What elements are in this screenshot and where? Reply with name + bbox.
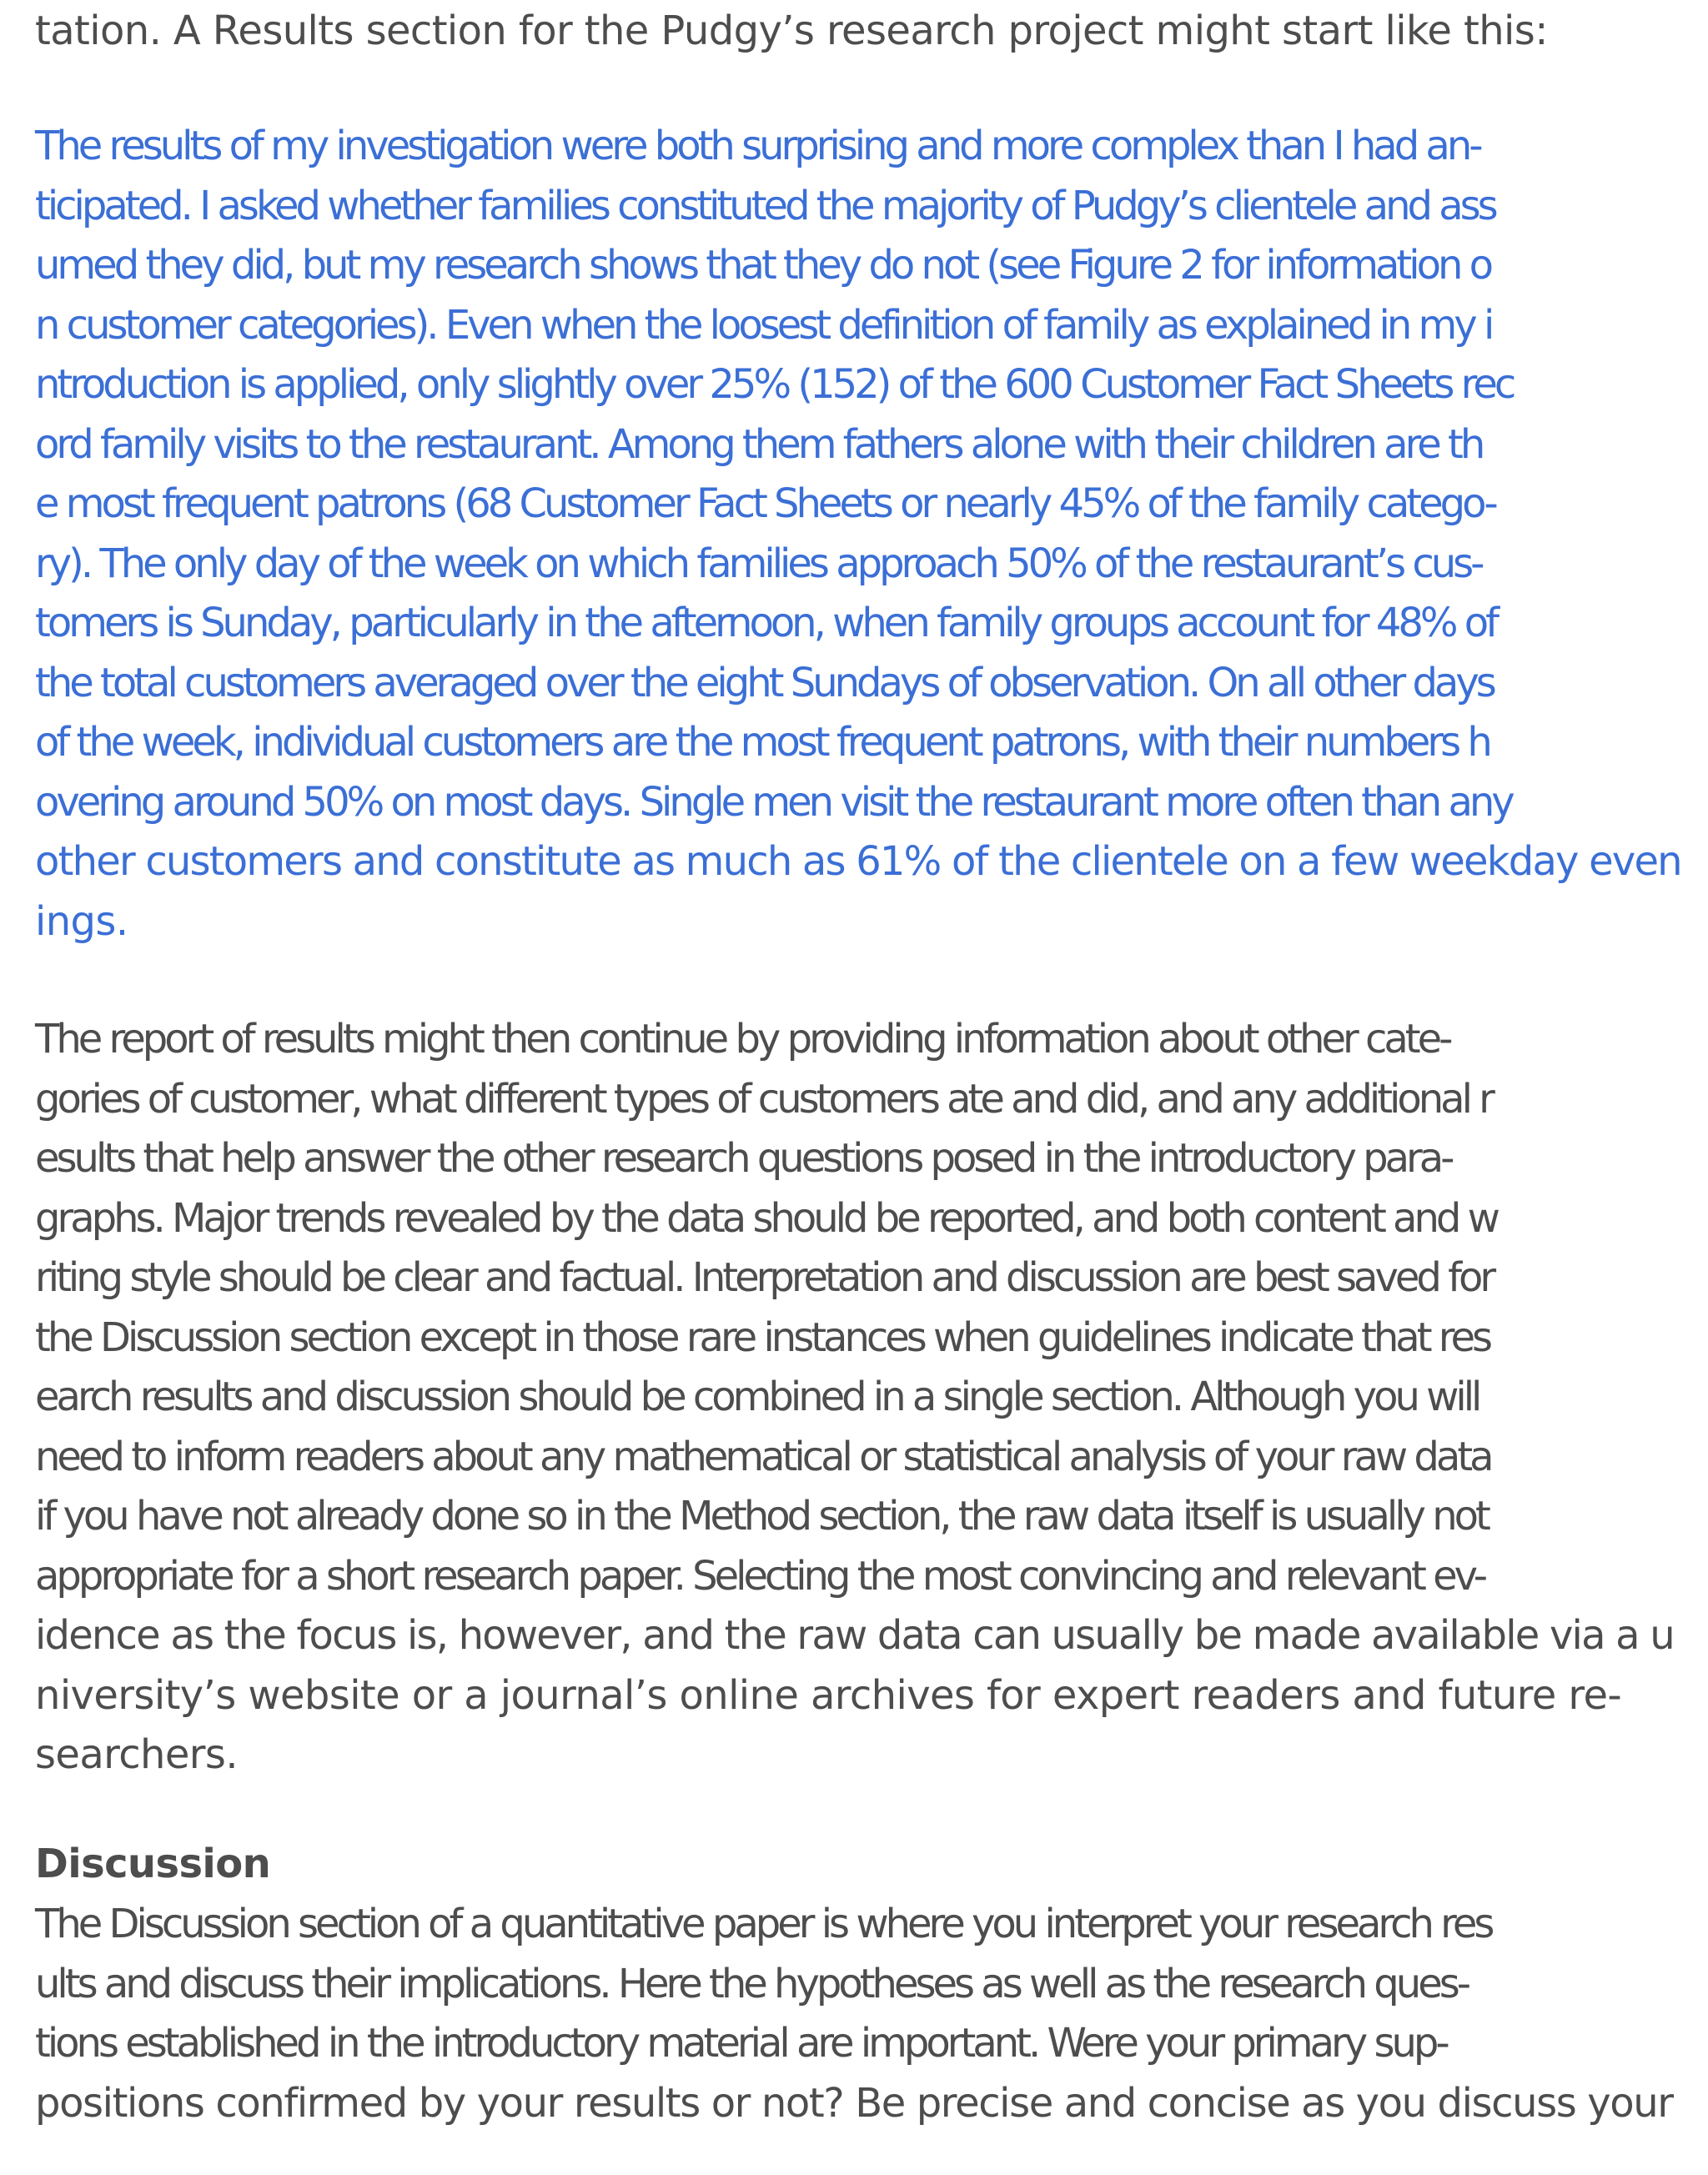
report-line: if you have not already done so in the Method section, the raw data itself is usually not xyxy=(35,1493,1488,1540)
intro-line: tation. A Results section for the Pudgy’s research project might start like this: xyxy=(35,8,1548,54)
intro-paragraph xyxy=(35,2,1548,62)
discussion-line: ults and discuss their implications. Here the hypotheses as well as the research ques- xyxy=(35,1960,1469,2007)
discussion-line: The Discussion section of a quantitative paper is where you interpret your research res xyxy=(35,1901,1492,1947)
report-line: riting style should be clear and factual. Interpretation and discussion are best saved for xyxy=(35,1254,1494,1301)
report-line: the Discussion section except in those rare instances when guidelines indicate that res xyxy=(35,1314,1489,1361)
report-line: gories of customer, what different types of customers ate and did, and any additional r xyxy=(35,1075,1492,1123)
report-line: idence as the focus is, however, and the raw data can usually be made available via a u xyxy=(35,1612,1674,1659)
report-line: searchers. xyxy=(35,1731,238,1778)
example-line: The results of my investigation were both surprising and more complex than I had an- xyxy=(35,123,1480,169)
example-line: ticipated. I asked whether families constituted the majority of Pudgy’s clientele and ass xyxy=(35,182,1495,229)
discussion-line: positions confirmed by your results or not? Be precise and concise as you discuss your xyxy=(35,2079,1673,2127)
report-line: graphs. Major trends revealed by the data should be reported, and both content and w xyxy=(35,1194,1497,1242)
example-line: overing around 50% on most days. Single men visit the restaurant more often than any xyxy=(35,778,1512,826)
discussion-paragraph xyxy=(35,1895,1673,2133)
example-results-paragraph xyxy=(35,117,1681,952)
report-line: need to inform readers about any mathematical or statistical analysis of your raw data xyxy=(35,1433,1491,1480)
example-line: n customer categories). Even when the loosest definition of family as explained in my i xyxy=(35,301,1492,349)
discussion-line: tions established in the introductory material are important. Were your primary sup- xyxy=(35,2020,1447,2067)
example-line: ry). The only day of the week on which families approach 50% of the restaurant’s cus- xyxy=(35,540,1482,587)
report-line: earch results and discussion should be combined in a single section. Although you will xyxy=(35,1374,1479,1420)
example-line: ntroduction is applied, only slightly over 25% (152) of the 600 Customer Fact Sheets rec xyxy=(35,361,1514,408)
example-line: umed they did, but my research shows that they do not (see Figure 2 for information o xyxy=(35,242,1490,289)
report-paragraph xyxy=(35,1010,1674,1786)
example-line: e most frequent patrons (68 Customer Fact Sheets or nearly 45% of the family catego- xyxy=(35,480,1495,527)
example-line: of the week, individual customers are the most frequent patrons, with their numbers h xyxy=(35,719,1489,766)
example-line: other customers and constitute as much as 61% of the clientele on a few weekday even xyxy=(35,838,1681,885)
report-line: appropriate for a short research paper. Selecting the most convincing and relevant ev- xyxy=(35,1552,1485,1600)
report-line: esults that help answer the other research questions posed in the introductory para- xyxy=(35,1135,1452,1182)
report-line: The report of results might then continue by providing information about other cate- xyxy=(35,1016,1450,1062)
report-line: niversity’s website or a journal’s online archives for expert readers and future re- xyxy=(35,1671,1622,1719)
example-line: ord family visits to the restaurant. Among them fathers alone with their children are th xyxy=(35,420,1483,468)
discussion-heading: Discussion xyxy=(35,1841,271,1887)
example-line: the total customers averaged over the eight Sundays of observation. On all other days xyxy=(35,659,1494,706)
example-line: ings. xyxy=(35,897,128,945)
example-line: tomers is Sunday, particularly in the afternoon, when family groups account for 48% of xyxy=(35,600,1497,646)
